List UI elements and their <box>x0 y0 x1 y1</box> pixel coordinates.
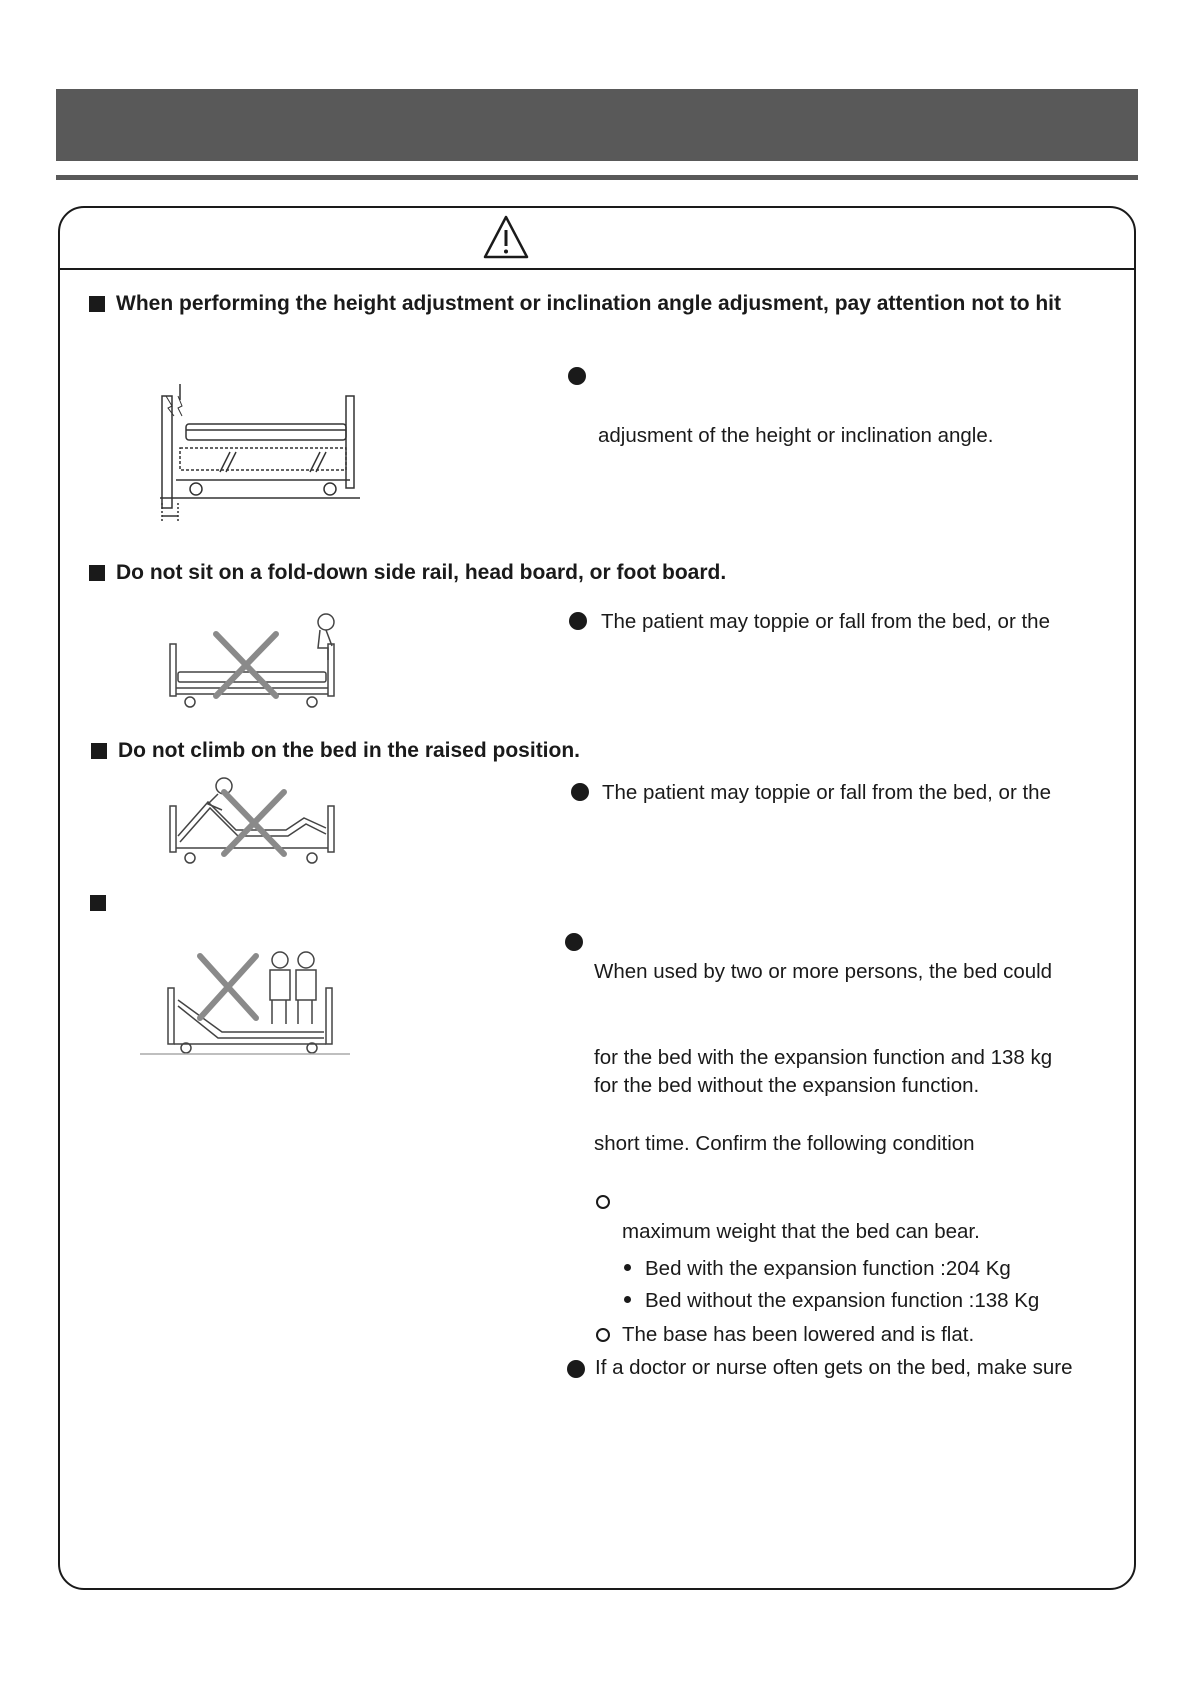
small-bullet-icon <box>624 1296 631 1303</box>
two-persons-bed-figure <box>138 948 353 1058</box>
weight-with-expansion: Bed with the expansion function :204 Kg <box>645 1257 1011 1280</box>
section-title-height-adjustment: When performing the height adjustment or inclination angle adjusment, pay attention not to hit <box>116 292 1062 315</box>
square-bullet-icon <box>89 565 105 581</box>
section4-line1: When used by two or more persons, the bed could <box>594 960 1053 983</box>
round-bullet-icon <box>568 367 586 385</box>
frame-divider <box>58 268 1136 270</box>
round-bullet-icon <box>571 783 589 801</box>
warning-triangle-icon <box>483 214 529 260</box>
ring-bullet-icon <box>596 1328 610 1342</box>
square-bullet-icon <box>91 743 107 759</box>
bed-height-adjust-figure <box>150 378 365 528</box>
round-bullet-icon <box>569 612 587 630</box>
climbing-raised-bed-figure <box>166 772 341 867</box>
sitting-on-rail-figure <box>166 610 341 710</box>
section4-line2: for the bed with the expansion function and 138 kg <box>594 1046 1053 1069</box>
section2-bullet-text: The patient may toppie or fall from the bed, or the <box>601 610 1050 633</box>
section3-bullet-text: The patient may toppie or fall from the bed, or the <box>602 781 1051 804</box>
condition1-text: maximum weight that the bed can bear. <box>622 1220 980 1243</box>
square-bullet-icon <box>90 895 106 911</box>
header-bar <box>56 89 1138 161</box>
section-title-raised-position: Do not climb on the bed in the raised position. <box>118 739 581 762</box>
weight-without-expansion: Bed without the expansion function :138 Kg <box>645 1289 1040 1312</box>
section4-line4: short time. Confirm the following condition <box>594 1132 975 1155</box>
section4-line3: for the bed without the expansion function. <box>594 1074 980 1097</box>
small-bullet-icon <box>624 1264 631 1271</box>
header-rule <box>56 175 1138 180</box>
section1-bullet-text: adjusment of the height or inclination angle. <box>598 424 994 447</box>
ring-bullet-icon <box>596 1195 610 1209</box>
section4-bullet2-text: If a doctor or nurse often gets on the bed, make sure <box>595 1356 1073 1379</box>
section-title-side-rail: Do not sit on a fold-down side rail, head board, or foot board. <box>116 561 727 584</box>
condition2-text: The base has been lowered and is flat. <box>622 1323 975 1346</box>
square-bullet-icon <box>89 296 105 312</box>
round-bullet-icon <box>565 933 583 951</box>
round-bullet-icon <box>567 1360 585 1378</box>
